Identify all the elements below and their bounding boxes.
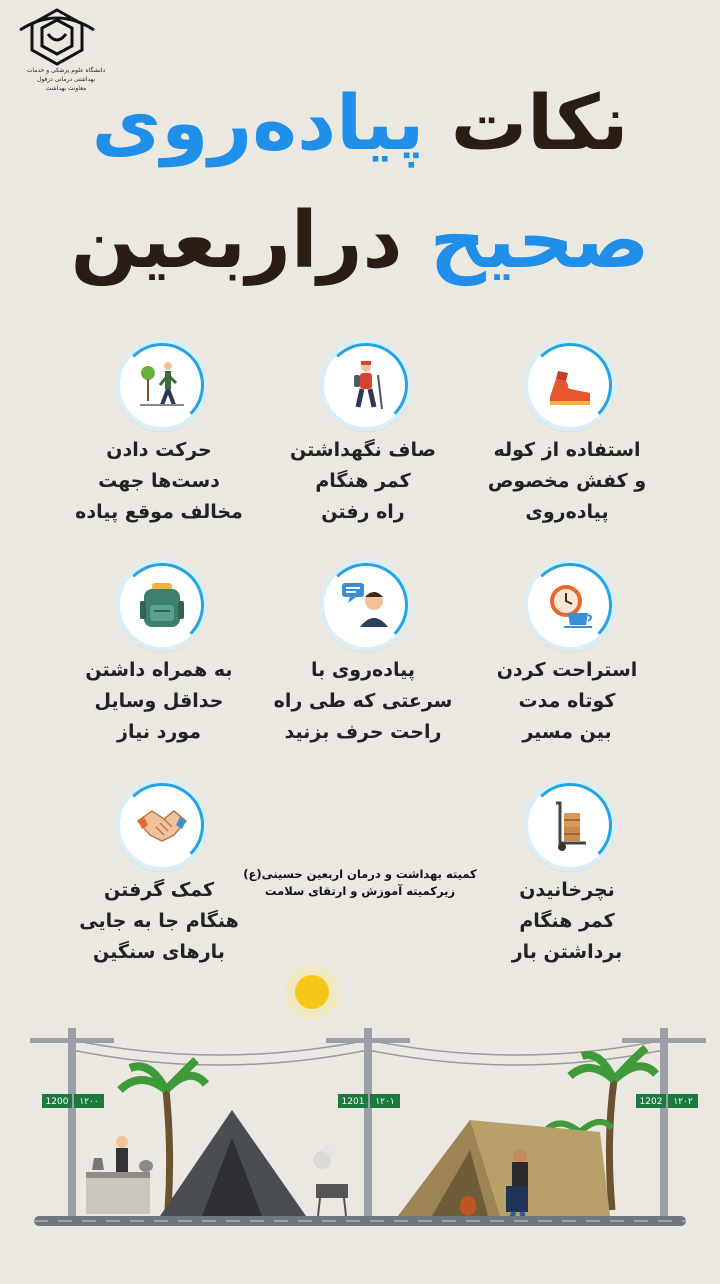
marker-1202-latin: 1202 bbox=[639, 1097, 663, 1107]
tea-cup-clock-icon bbox=[542, 577, 598, 633]
tip-icon-circle bbox=[528, 563, 612, 647]
walking-shoes-icon bbox=[542, 357, 598, 413]
title-word-sahih: صحیح bbox=[429, 196, 650, 286]
title-line-2 bbox=[0, 196, 720, 286]
walking-person-icon bbox=[134, 357, 190, 413]
tip-text: به همراه داشتن حداقل وسایل مورد نیاز bbox=[85, 659, 233, 743]
talking-person-icon bbox=[338, 577, 394, 633]
title-word-piyaderavi: پیاده‌روی bbox=[91, 78, 425, 167]
handshake-icon bbox=[134, 797, 190, 853]
logo-text-line1: دانشگاه علوم پزشکی و خدمات بهداشتی درمانی دزفول bbox=[26, 67, 106, 83]
backpack-icon bbox=[134, 577, 190, 633]
hand-truck-boxes-icon bbox=[542, 797, 598, 853]
committee-line-2: زیرکمیته آموزش و ارتقای سلامت bbox=[264, 884, 456, 898]
tip-icon-circle bbox=[120, 563, 204, 647]
food-stall bbox=[86, 1136, 153, 1214]
tip-icon-circle bbox=[528, 343, 612, 427]
committee-line-1: کمیته بهداشت و درمان اربعین حسینی(ع) bbox=[243, 867, 477, 881]
tan-tent bbox=[398, 1120, 610, 1216]
tip-text: صاف نگهداشتن کمر هنگام راه رفتن bbox=[290, 439, 436, 523]
tip-icon-circle bbox=[324, 563, 408, 647]
tip-icon-circle bbox=[528, 783, 612, 867]
camp-scene-illustration bbox=[0, 960, 720, 1280]
marker-1201-latin: 1201 bbox=[341, 1097, 365, 1107]
university-seal-icon bbox=[12, 6, 102, 66]
tip-text: نچرخانیدن کمر هنگام برداشتن بار bbox=[511, 879, 623, 963]
gray-tent bbox=[160, 1110, 306, 1216]
marker-1201-persian: ۱۲۰۱ bbox=[375, 1097, 395, 1107]
logo-text-line2: معاونت بهداشت bbox=[45, 85, 87, 92]
title-word-nokat: نکات bbox=[450, 78, 629, 167]
tip-text: استراحت کردن کوتاه مدت بین مسیر bbox=[496, 659, 638, 743]
marker-1200-latin: 1200 bbox=[45, 1097, 69, 1107]
committee-credit bbox=[240, 866, 480, 900]
title-line-1 bbox=[0, 78, 720, 167]
tip-text: پیاده‌روی با سرعتی که طی راه راحت حرف بزنید bbox=[273, 659, 453, 743]
tip-icon-circle bbox=[120, 343, 204, 427]
marker-1200-persian: ۱۲۰۰ bbox=[79, 1097, 99, 1107]
grill bbox=[313, 1143, 348, 1216]
marker-1202-persian: ۱۲۰۲ bbox=[673, 1097, 693, 1107]
tip-text: حرکت دادن دست‌ها جهت مخالف موقع پیاده bbox=[75, 439, 243, 523]
sun-icon bbox=[285, 965, 339, 1019]
tip-icon-circle bbox=[120, 783, 204, 867]
tip-text: استفاده از کوله و کفش مخصوص پیاده‌روی bbox=[487, 439, 647, 523]
tip-icon-circle bbox=[324, 343, 408, 427]
title-word-arbaeen: دراربعین bbox=[70, 196, 403, 286]
hiker-straight-back-icon bbox=[338, 357, 394, 413]
camp-scene-svg bbox=[0, 960, 720, 1280]
tip-text: کمک گرفتن هنگام جا به جایی بارهای سنگین bbox=[79, 879, 239, 963]
